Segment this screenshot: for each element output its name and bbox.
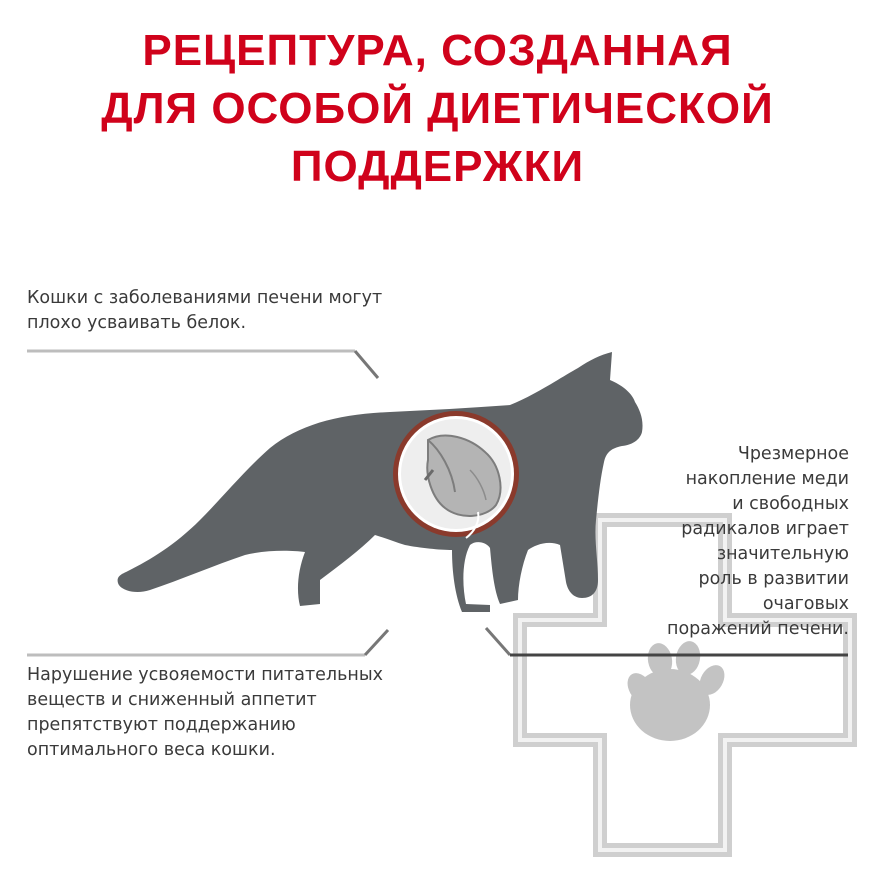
callout-line-top-left [27,351,378,378]
callout-bottom-left-line-3: препятствуют поддержанию [27,715,296,735]
callout-right-line-7: очаговых [762,594,849,614]
headline-line-1: РЕЦЕПТУРА, СОЗДАННАЯ [142,26,733,75]
callout-top-left-line-2: плохо усваивать белок. [27,313,247,333]
callout-right-line-8: поражений печени. [667,619,849,639]
callout-bottom-left-line-1: Нарушение усвояемости питательных [27,665,384,685]
headline-line-2: ДЛЯ ОСОБОЙ ДИЕТИЧЕСКОЙ [101,84,774,133]
callout-top-left-line-1: Кошки с заболеваниями печени могут [27,288,383,308]
callout-line-bottom-left [27,630,388,655]
callout-text-top-left [27,286,427,336]
callout-right-line-6: роль в развитии [698,569,849,589]
callout-right-line-5: значительную [716,544,849,564]
cat-silhouette-icon [118,352,643,612]
callout-right-line-4: радикалов играет [681,519,849,539]
headline-line-3: ПОДДЕРЖКИ [290,142,585,191]
callout-right-line-1: Чрезмерное [737,444,849,464]
callout-bottom-left-line-4: оптимального веса кошки. [27,740,276,760]
liver-medallion [393,411,519,538]
callout-right-line-2: накопление меди [685,469,849,489]
callout-bottom-left-line-2: веществ и сниженный аппетит [27,690,317,710]
callout-text-bottom-left [27,663,427,763]
callout-right-line-3: и свободных [732,494,849,514]
callout-text-right [589,442,849,642]
